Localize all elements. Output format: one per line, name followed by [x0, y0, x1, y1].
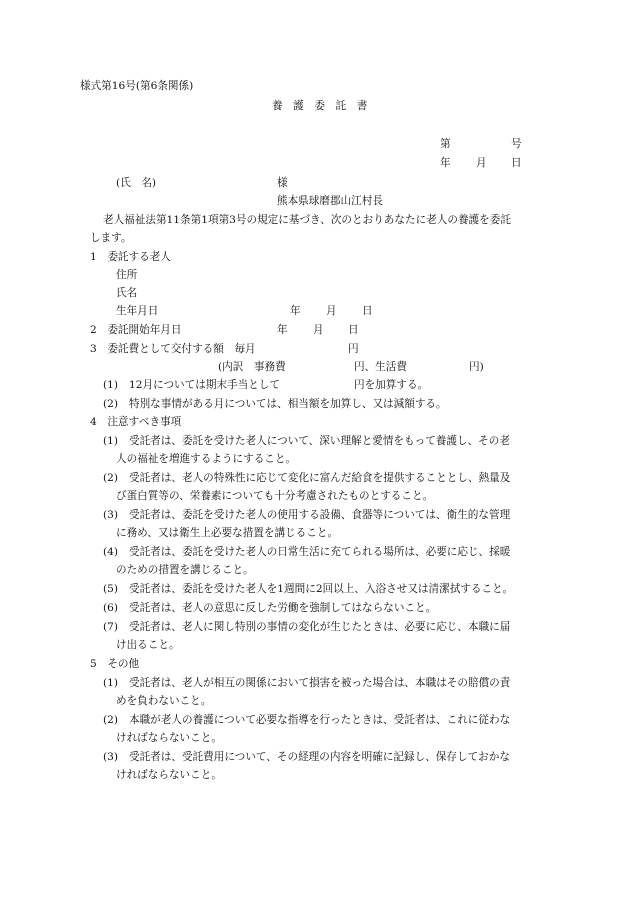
s1-birth-month: 月 [326, 305, 337, 317]
s5-item-2-number: (2) [103, 714, 119, 726]
number-label: 第 [440, 138, 451, 150]
s4-item-6-line-1: 受託者は、老人の意思に反した労働を強制してはならないこと。 [129, 602, 437, 614]
s3-yen: 円 [348, 343, 359, 355]
s4-item-4-number: (4) [103, 546, 119, 558]
s3-item-1-number: (1) [103, 379, 119, 391]
s4-item-1-line-2: 人の福祉を増進するようにすること。 [116, 453, 297, 465]
s1-birth-year: 年 [290, 305, 301, 317]
s5-item-3-line-1: 受託者は、受託費用について、その経理の内容を明確に記録し、保存しておかな [129, 751, 510, 763]
s3-item-1-text-b: 円を加算する。 [354, 379, 429, 391]
s5-item-2-line-1: 本職が老人の養護について必要な指導を行ったときは、受託者は、これに従わな [129, 714, 511, 726]
s2-day: 日 [348, 324, 359, 336]
s5-item-3-line-2: ければならないこと。 [116, 769, 222, 781]
s4-item-7-line-2: け出ること。 [116, 639, 180, 651]
date-month: 月 [476, 157, 487, 169]
s1-birth-day: 日 [362, 305, 373, 317]
s3-breakdown-mid: 円、生活費 [354, 361, 407, 373]
s5-item-1-line-1: 受託者は、老人が相互の関係において損害を被った場合は、本職はその賠償の責 [129, 677, 511, 689]
s4-item-4-line-2: のための措置を講じること。 [116, 564, 254, 576]
intro-line-2: します。 [90, 232, 132, 244]
s5-item-1-number: (1) [103, 677, 119, 689]
s4-item-1-line-1: 受託者は、委託を受けた老人について、深い理解と愛情をもって養護し、その老 [129, 435, 510, 447]
s4-item-2-number: (2) [103, 472, 119, 484]
document-title: 養 護 委 託 書 [272, 100, 368, 112]
date-day: 日 [511, 157, 522, 169]
s2-year: 年 [277, 324, 288, 336]
s4-item-3-line-1: 受託者は、委託を受けた老人の使用する設備、食器等については、衛生的な管理 [129, 509, 511, 521]
s4-item-6-number: (6) [103, 602, 119, 614]
s4-item-2-line-2: び蛋白質等の、栄養素についても十分考慮されたものとすること。 [116, 490, 434, 502]
intro-line-1: 老人福祉法第11条第1項第3号の規定に基づき、次のとおりあなたに老人の養護を委託 [103, 214, 511, 226]
s3-item-1-text: 12月については期末手当として [129, 379, 280, 391]
s4-item-5-line-1: 受託者は、委託を受けた老人を1週間に2回以上、入浴させ又は清潔拭すること。 [129, 583, 514, 595]
section-5-heading: 5 その他 [90, 658, 140, 670]
s4-item-3-number: (3) [103, 509, 119, 521]
s4-item-7-line-1: 受託者は、老人に関し特別の事情の変化が生じたときは、必要に応じ、本職に届 [129, 621, 511, 633]
s3-breakdown-open: (内訳 事務費 [218, 361, 286, 373]
date-year: 年 [440, 157, 451, 169]
s4-item-2-line-1: 受託者は、老人の特殊性に応じて変化に富んだ給食を提供することとし、熱量及 [129, 472, 511, 484]
s4-item-7-number: (7) [103, 621, 119, 633]
section-2-heading: 2 委託開始年月日 [90, 324, 182, 336]
section-3-heading: 3 委託費として交付する額 毎月 [90, 343, 256, 355]
s3-item-2-text: 特別な事情がある月については、相当額を加算し、又は減額する。 [129, 398, 447, 410]
s1-name-label: 氏名 [116, 287, 138, 299]
s4-item-5-number: (5) [103, 583, 119, 595]
section-4-heading: 4 注意すべき事項 [90, 416, 182, 428]
s5-item-1-line-2: めを負わないこと。 [116, 695, 212, 707]
recipient-honorific: 様 [277, 177, 288, 189]
s1-address-label: 住所 [116, 269, 138, 281]
number-suffix: 号 [511, 138, 522, 150]
issuer: 熊本県球磨郡山江村長 [277, 195, 383, 207]
s3-breakdown-close: 円) [469, 361, 484, 373]
s4-item-4-line-1: 受託者は、委託を受けた老人の日常生活に充てられる場所は、必要に応じ、採暖 [129, 546, 511, 558]
s3-item-2-number: (2) [103, 398, 119, 410]
section-1-heading: 1 委託する老人 [90, 251, 171, 263]
s5-item-3-number: (3) [103, 751, 119, 763]
s2-month: 月 [313, 324, 324, 336]
s1-birth-label: 生年月日 [116, 305, 159, 317]
form-number: 様式第16号(第6条関係) [80, 80, 194, 92]
recipient-name-label: (氏 名) [116, 177, 157, 189]
s5-item-2-line-2: ければならないこと。 [116, 732, 222, 744]
s4-item-1-number: (1) [103, 435, 119, 447]
s4-item-3-line-2: に務め、又は衛生上必要な措置を講じること。 [116, 527, 339, 539]
